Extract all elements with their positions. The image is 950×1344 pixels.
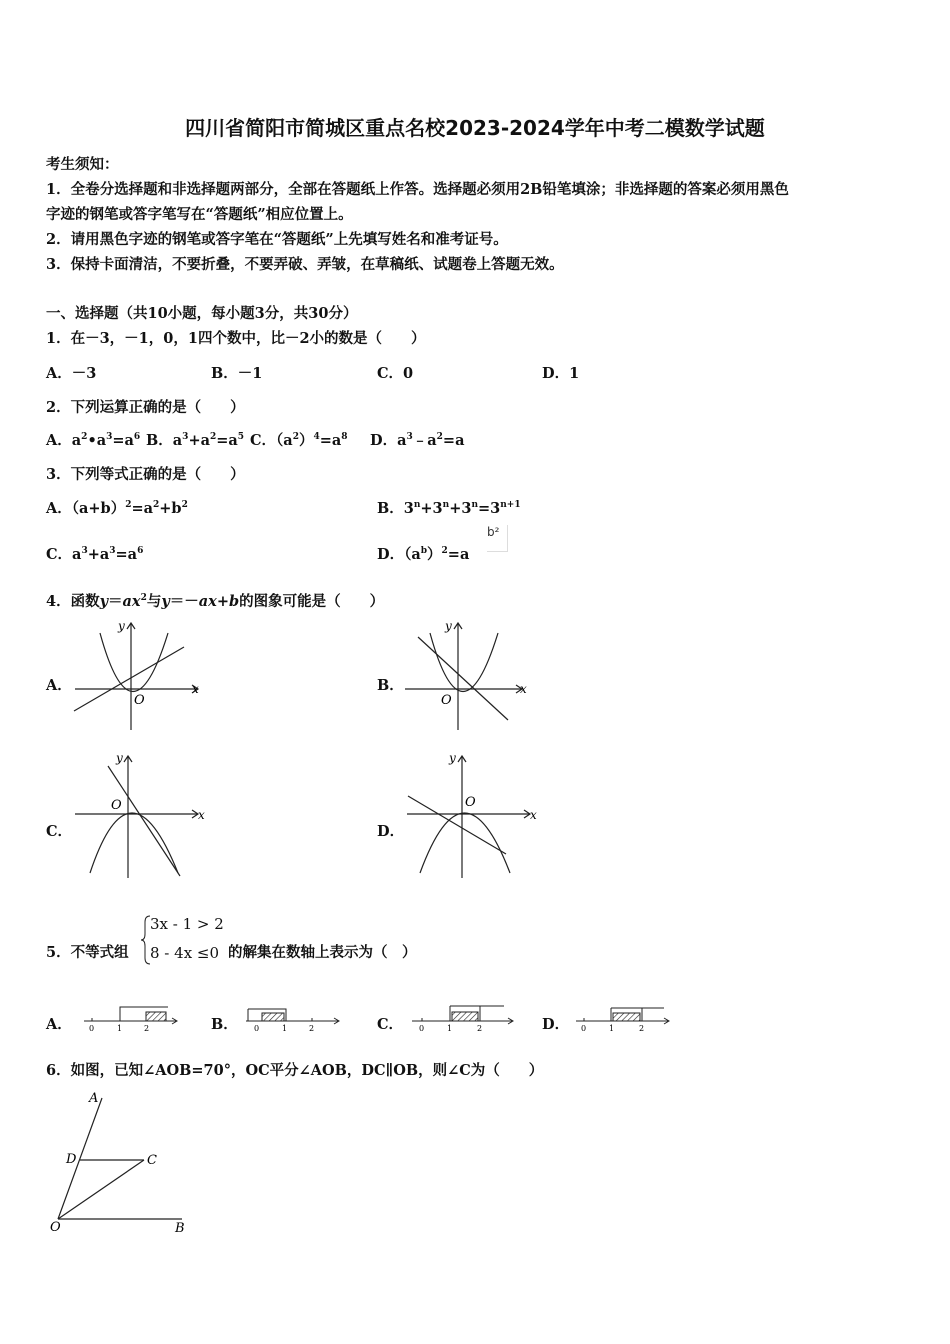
svg-text:0: 0 <box>581 1024 587 1033</box>
q2-option-d[interactable]: D．$a^3﹣a^2=a$ <box>370 432 465 449</box>
svg-text:1: 1 <box>447 1024 453 1033</box>
svg-text:2: 2 <box>639 1024 645 1033</box>
q3-option-a[interactable]: A．$(a+b)^2=a^2+b^2$ <box>46 500 188 517</box>
page-title: 四川省简阳市简城区重点名校2023-2024学年中考二模数学试题 <box>185 116 765 140</box>
notice-item-3: 3．保持卡面清洁，不要折叠，不要弄破、弄皱，在草稿纸、试题卷上答题无效。 <box>46 256 564 273</box>
notice-heading: 考生须知： <box>46 156 119 173</box>
q5-numberline-c[interactable] <box>412 1004 522 1034</box>
svg-text:1: 1 <box>609 1024 615 1033</box>
q2-option-a[interactable]: A．$a^2•a^3=a^6$ <box>46 432 141 449</box>
q5-stem-prefix: 5．不等式组 <box>46 944 129 961</box>
q3-stem: 3．下列等式正确的是（ ） <box>46 466 245 483</box>
notice-item-1-cont: 字迹的钢笔或答字笔写在“答题纸”相应位置上。 <box>46 206 353 223</box>
q4-graph-b[interactable] <box>400 615 540 735</box>
graph-d-origin: O <box>465 795 476 810</box>
notice-item-2: 2．请用黑色字迹的钢笔或答字笔在“答题纸”上先填写姓名和准考证号。 <box>46 231 508 248</box>
graph-d-y-label: y <box>449 751 456 765</box>
graph-a-y-label: y <box>118 619 125 633</box>
section-heading: 一、选择题（共10小题，每小题3分，共30分） <box>46 305 358 322</box>
q4-graph-d[interactable] <box>402 748 547 883</box>
svg-text:1: 1 <box>117 1024 123 1033</box>
point-d-label: D <box>66 1152 77 1167</box>
q1-option-d[interactable]: D．1 <box>542 365 580 382</box>
svg-text:2: 2 <box>477 1024 483 1033</box>
q5-label-d[interactable]: D． <box>542 1016 570 1033</box>
q4-stem: 4．函数$y=ax^2$与y＝－ax+b的图象可能是（ ） <box>46 593 385 610</box>
graph-c-x-label: x <box>198 808 205 822</box>
point-b-label: B <box>175 1221 185 1236</box>
svg-text:0: 0 <box>254 1024 260 1033</box>
q3-d-exponent-image: b² <box>487 525 508 552</box>
graph-a-x-label: x <box>192 682 199 696</box>
q2-stem: 2．下列运算正确的是（ ） <box>46 399 245 416</box>
graph-d-x-label: x <box>530 808 537 822</box>
svg-text:1: 1 <box>282 1024 288 1033</box>
graph-b-y-label: y <box>445 619 452 633</box>
q3-option-d[interactable]: D．$(a^b)^2=a$ <box>377 546 470 563</box>
q1-stem: 1．在－3，－1，0，1四个数中，比－2小的数是（ ） <box>46 330 426 347</box>
q1-option-b[interactable]: B．－1 <box>211 365 263 382</box>
q3-option-b[interactable]: B．$3^n+3^n+3^n=3^{n+1}$ <box>377 500 521 517</box>
q4-label-d[interactable]: D． <box>377 823 405 840</box>
q5-inequality-1: 3x - 1 > 2 <box>150 915 224 933</box>
graph-b-x-label: x <box>520 682 527 696</box>
q1-option-c[interactable]: C．0 <box>377 365 414 382</box>
q5-inequality-2: 8 - 4x ≤0 <box>150 944 220 962</box>
q5-numberline-b[interactable] <box>246 1004 346 1034</box>
q5-label-c[interactable]: C． <box>377 1016 404 1033</box>
point-c-label: C <box>147 1153 157 1168</box>
q5-numberline-d[interactable] <box>576 1004 676 1034</box>
q4-graph-a[interactable] <box>70 615 210 735</box>
point-a-label: A <box>89 1091 99 1106</box>
q4-label-c[interactable]: C． <box>46 823 73 840</box>
q5-stem-suffix: 的解集在数轴上表示为（ ） <box>228 944 417 961</box>
svg-text:2: 2 <box>144 1024 150 1033</box>
q1-option-a[interactable]: A．－3 <box>46 365 97 382</box>
graph-b-origin: O <box>441 693 452 708</box>
q5-numberline-a[interactable] <box>84 1004 184 1034</box>
svg-text:0: 0 <box>89 1024 95 1033</box>
q5-label-a[interactable]: A． <box>46 1016 72 1033</box>
q4-graph-c[interactable] <box>70 748 215 883</box>
svg-text:0: 0 <box>419 1024 425 1033</box>
graph-c-y-label: y <box>116 751 123 765</box>
graph-c-origin: O <box>111 798 122 813</box>
q2-option-b[interactable]: B．$a^3+a^2=a^5$ <box>146 432 245 449</box>
q2-option-c[interactable]: C．$(a^2)^4=a^8$ <box>250 432 348 449</box>
svg-text:2: 2 <box>309 1024 315 1033</box>
q4-label-a[interactable]: A． <box>46 677 72 694</box>
graph-a-origin: O <box>134 693 145 708</box>
q3-option-c[interactable]: C．$a^3+a^3=a^6$ <box>46 546 144 563</box>
q4-label-b[interactable]: B． <box>377 677 404 694</box>
q6-diagram <box>44 1088 194 1238</box>
notice-item-1: 1．全卷分选择题和非选择题两部分，全部在答题纸上作答。选择题必须用2B铅笔填涂；非选择题的答案必须用黑色 <box>46 181 789 198</box>
q6-stem: 6．如图，已知∠AOB=70°，OC平分∠AOB，DC∥OB，则∠C为（ ） <box>46 1062 544 1079</box>
point-o-label: O <box>50 1220 61 1235</box>
q5-label-b[interactable]: B． <box>211 1016 238 1033</box>
